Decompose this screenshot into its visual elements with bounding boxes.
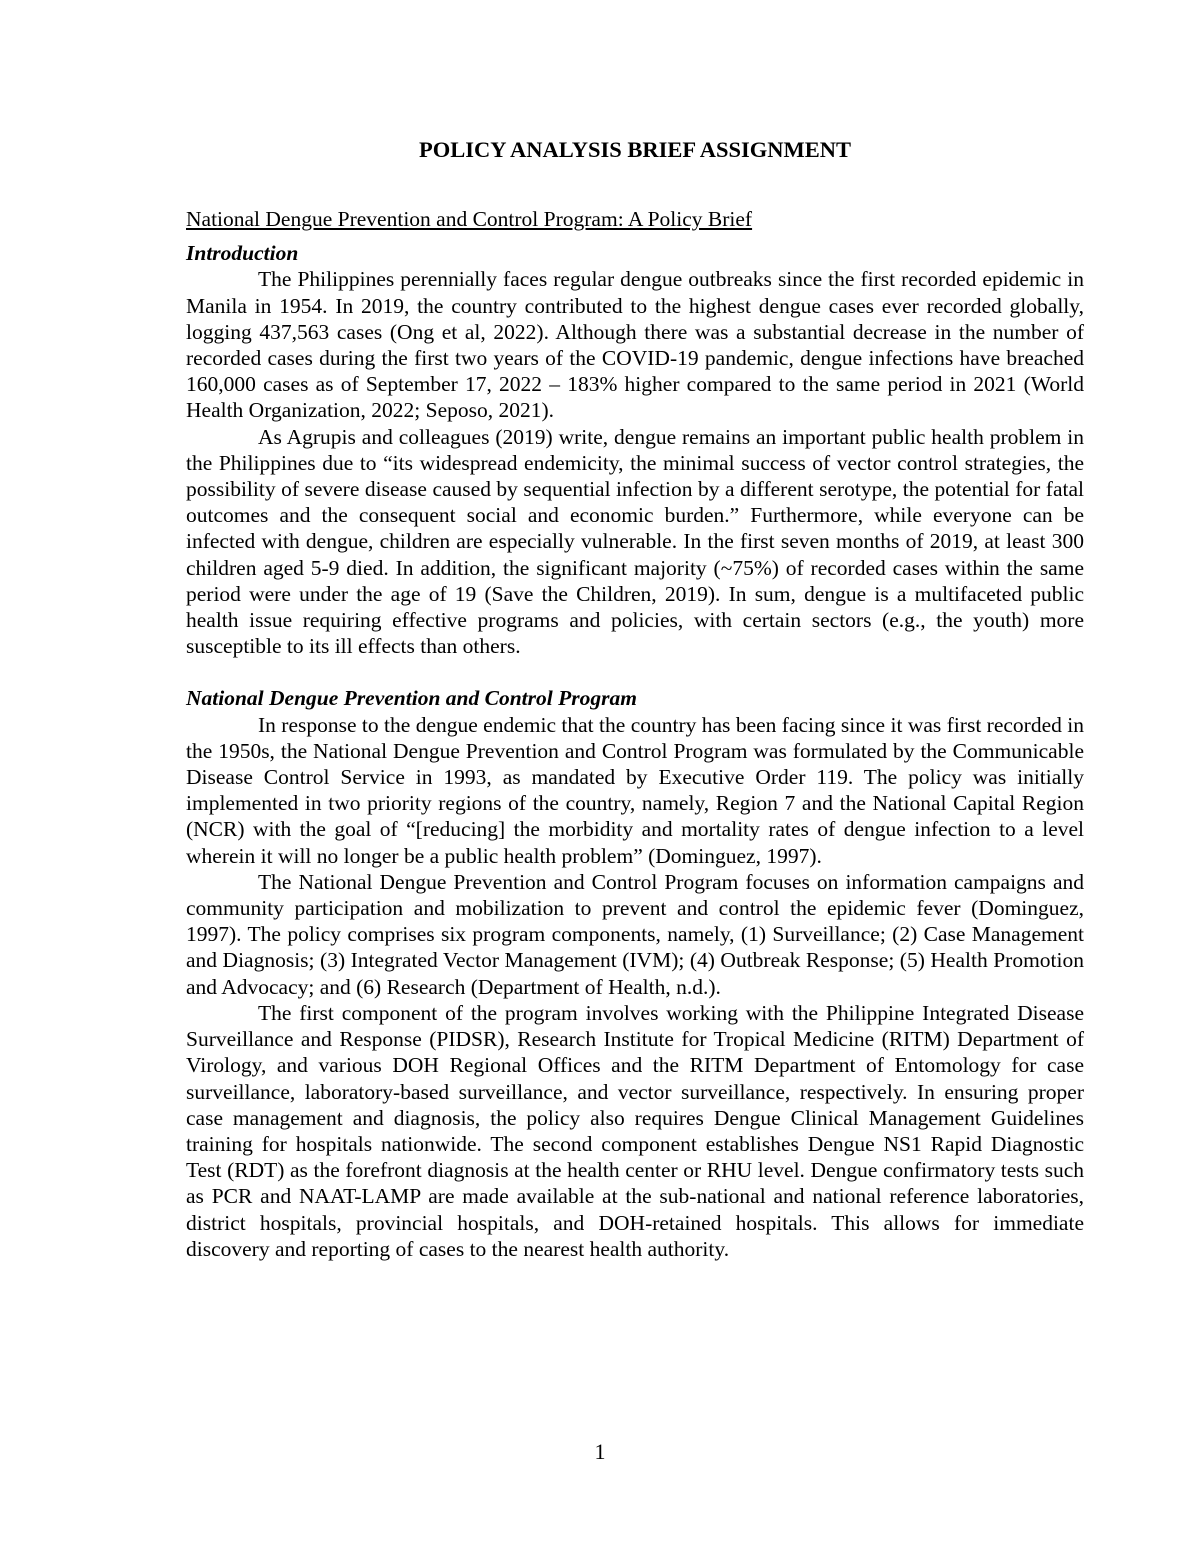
body-paragraph: In response to the dengue endemic that the country has been facing since it was first recorded in the 1950s, the National Dengue Prevention and Control Program was formulated by the Communicable Disease Control Service in 1993, as mandated by Executive Order 119. The policy was initially implemented in two priority regions of the country, namely, Region 7 and the National Capital Region (NCR) with the goal of “[reducing] the morbidity and mortality rates of dengue infection to a level wherein it will no longer be a public health problem” (Dominguez, 1997).	[186, 712, 1084, 868]
section-program	[186, 685, 1084, 1261]
section-introduction	[186, 240, 1084, 659]
section-heading-introduction: Introduction	[186, 241, 299, 266]
page-content	[186, 136, 1084, 1262]
body-paragraph: The first component of the program involves working with the Philippine Integrated Disease Surveillance and Response (PIDSR), Research Institute for Tropical Medicine (RITM) Department of Virology, and various DOH Regional Offices and the RITM Department of Entomology for case surveillance, laboratory-based surveillance, and vector surveillance, respectively. In ensuring proper case management and diagnosis, the policy also requires Dengue Clinical Management Guidelines training for hospitals nationwide. The second component establishes Dengue NS1 Rapid Diagnostic Test (RDT) as the forefront diagnosis at the health center or RHU level. Dengue confirmatory tests such as PCR and NAAT-LAMP are made available at the sub-national and national reference laboratories, district hospitals, provincial hospitals, and DOH-retained hospitals. This allows for immediate discovery and reporting of cases to the nearest health authority.	[186, 1000, 1084, 1261]
section-spacer	[186, 659, 1084, 685]
body-paragraph: The National Dengue Prevention and Control Program focuses on information campaigns and community participation and mobilization to prevent and control the epidemic fever (Dominguez, 1997). The policy comprises six program components, namely, (1) Surveillance; (2) Case Management and Diagnosis; (3) Integrated Vector Management (IVM); (4) Outbreak Response; (5) Health Promotion and Advocacy; and (6) Research (Department of Health, n.d.).	[186, 869, 1084, 999]
document-subtitle: National Dengue Prevention and Control Program: A Policy Brief	[186, 207, 753, 231]
section-heading-program: National Dengue Prevention and Control Program	[186, 686, 637, 711]
page-number: 1	[594, 1439, 606, 1464]
body-paragraph: As Agrupis and colleagues (2019) write, dengue remains an important public health problem in the Philippines due to “its widespread endemicity, the minimal success of vector control strategies, the possibility of severe disease caused by sequential infection by a different serotype, the potential for fatal outcomes and the consequent social and economic burden.” Furthermore, while everyone can be infected with dengue, children are especially vulnerable. In the first seven months of 2019, at least 300 children aged 5-9 died. In addition, the significant majority (~75%) of recorded cases within the same period were under the age of 19 (Save the Children, 2019). In sum, dengue is a multifaceted public health issue requiring effective programs and policies, with certain sectors (e.g., the youth) more susceptible to its ill effects than others.	[186, 424, 1084, 659]
document-title: POLICY ANALYSIS BRIEF ASSIGNMENT	[419, 137, 851, 162]
body-paragraph: The Philippines perennially faces regular dengue outbreaks since the first recorded epidemic in Manila in 1954. In 2019, the country contributed to the highest dengue cases ever recorded globally, logging 437,563 cases (Ong et al, 2022). Although there was a substantial decrease in the number of recorded cases during the first two years of the COVID-19 pandemic, dengue infections have breached 160,000 cases as of September 17, 2022 – 183% higher compared to the same period in 2021 (World Health Organization, 2022; Seposo, 2021).	[186, 267, 1084, 423]
